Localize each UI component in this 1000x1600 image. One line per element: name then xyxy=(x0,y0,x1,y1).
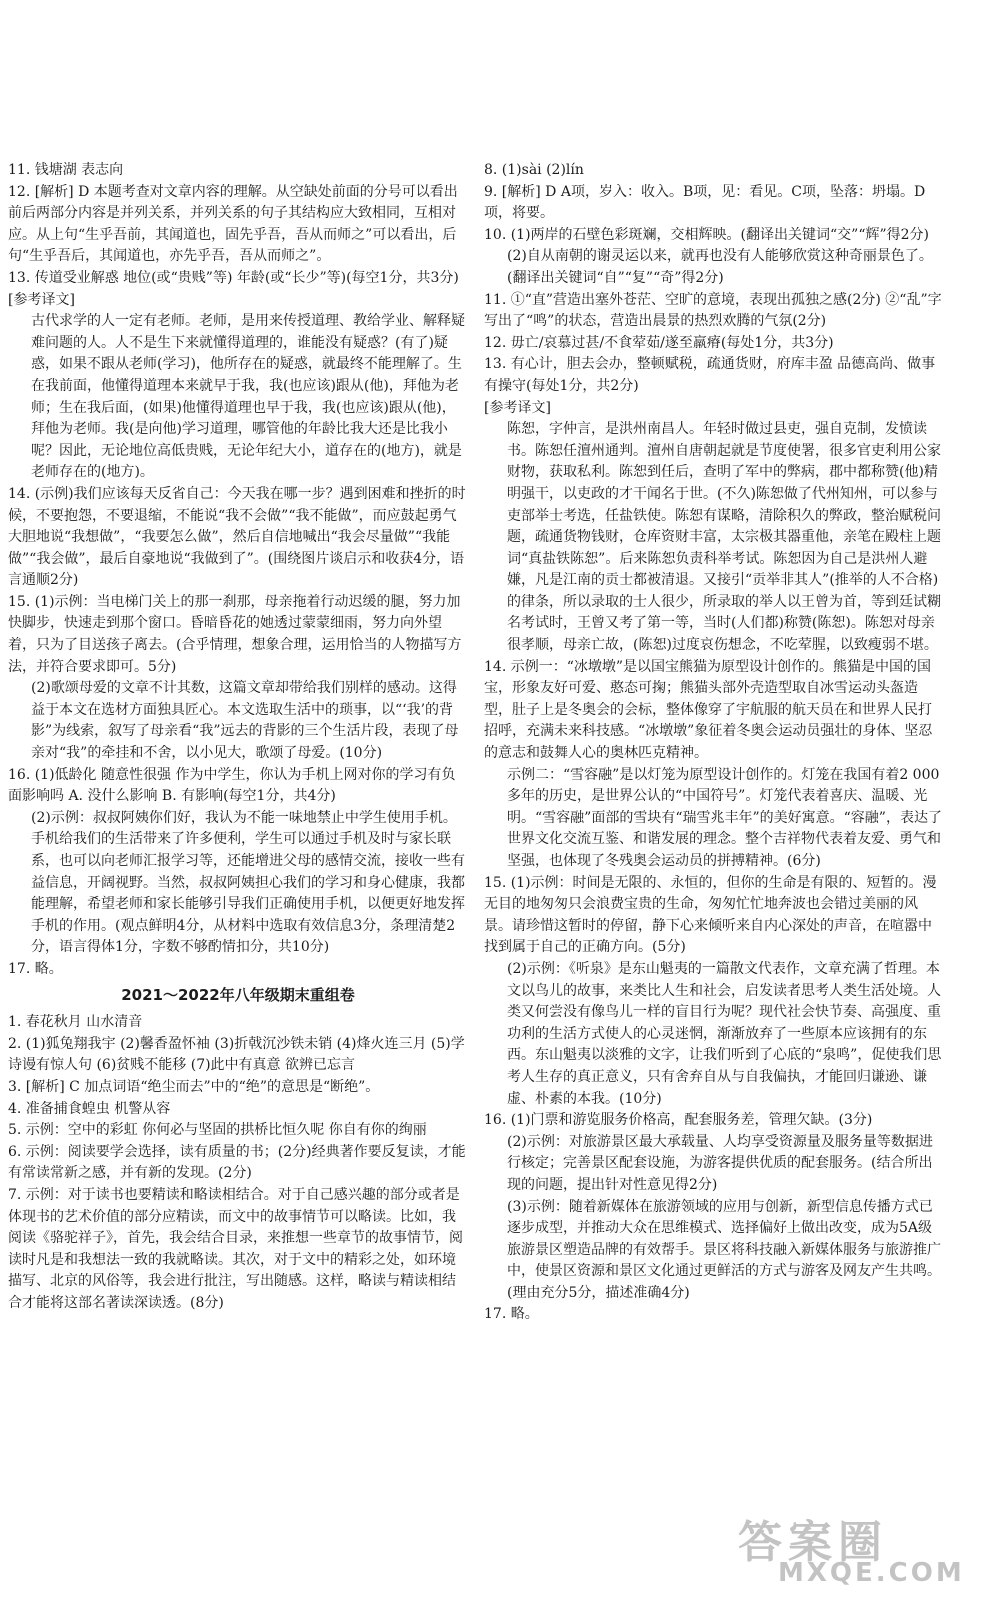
answer-paragraph: 7. 示例：对于读书也要精读和略读相结合。对于自己感兴趣的部分或者是体现书的艺术价值的部分应精读，而文中的故事情节可以略读。比如，我阅读《骆驼祥子》，首先，我会结合目录，来推想一些章节的故事情节，阅读时凡是和我想法一致的我就略读。其次，对于文中的精彩之处，如环境描写、北京的风俗等，我会进行批注，写出随感。这样，略读与精读相结合才能将这部名著读深读透。(8分) xyxy=(8,1186,463,1311)
answer-paragraph: 13. 传道受业解惑 地位(或“贵贱”等) 年龄(或“长少”等)(每空1分，共3分) xyxy=(8,269,459,286)
answer-paragraph: 16. (1)门票和游览服务价格高，配套服务差，管理欠缺。(3分) xyxy=(484,1112,873,1129)
answer-paragraph: 12. 毋亡/哀慕过甚/不食荤茹/遂至羸瘠(每处1分，共3分) xyxy=(484,334,834,351)
watermark-cn: 答案圈 xyxy=(738,1517,888,1568)
answer-paragraph: [参考译文] xyxy=(484,399,551,416)
answer-paragraph: 5. 示例：空中的彩虹 你何必与坚固的拱桥比恒久呢 你自有你的绚丽 xyxy=(8,1122,427,1139)
answer-paragraph: 古代求学的人一定有老师。老师，是用来传授道理、教给学业、解释疑难问题的人。人不是生下来就懂得道理的，谁能没有疑惑？(有了)疑惑，如果不跟从老师(学习)，他所存在的疑惑，就最终不能理解了。生在我前面，他懂得道理本来就早于我，我(也应该)跟从(他)，拜他为老师；生在我后面，(如果)他懂得道理也早于我，我(也应该)跟从(他)，拜他为老师。我(是向他)学习道理，哪管他的年龄比我大还是比我小呢？因此，无论地位高低贵贱，无论年纪大小，道存在的(地方)，就是老师存在的(地方)。 xyxy=(31,313,465,481)
watermark-en: MXQE.COM xyxy=(778,1558,965,1588)
answer-paragraph: 15. (1)示例：当电梯门关上的那一刹那，母亲拖着行动迟缓的腿，努力加快脚步，快速走到那个窗口。昏暗昏花的她透过蒙蒙细雨，努力向外望着，只为了目送孩子离去。(合乎情理，想象合理，运用恰当的人物描写方法，并符合要求即可。5分) xyxy=(8,593,462,675)
answer-paragraph: 3. [解析] C 加点词语“绝尘而去”中的“绝”的意思是“断绝”。 xyxy=(8,1078,380,1095)
answer-paragraph: 12. [解析] D 本题考查对文章内容的理解。从空缺处前面的分号可以看出前后两部分内容是并列关系，并列关系的句子其结构应大致相同，互相对应。从上句“生乎吾前，其闻道也，固先乎吾，吾从而师之”可以看出，后句“生乎吾后，其闻道也，亦先乎吾，吾从而师之”。 xyxy=(8,183,458,265)
answer-paragraph: (2)示例：《听泉》是东山魁夷的一篇散文代表作，文章充满了哲理。本文以鸟儿的故事，来类比人生和社会，启发读者思考人类生活处境。人类又何尝没有像鸟儿一样的盲目行为呢？现代社会快节奏、高强度、重功利的生活方式使人的心灵迷惘，渐渐放弃了一些原本应该拥有的东西。东山魁夷以淡雅的文字，让我们听到了心底的“泉鸣”，促使我们思考人生存的真正意义，只有舍弃自从与自我偏执，才能回归谦逊、谦虚、朴素的本我。(10分) xyxy=(507,960,942,1107)
answer-paragraph: 1. 春花秋月 山水清音 xyxy=(8,1014,143,1031)
answer-paragraph: (2)歌颂母爱的文章不计其数，这篇文章却带给我们别样的感动。这得益于本文在选材方面独具匠心。本文选取生活中的琐事，以“‘我’的背影”为线索，叙写了母亲看“我”远去的背影的三个生活片段，表现了母亲对“我”的牵挂和不舍，以小见大，歌颂了母爱。(10分) xyxy=(31,680,459,762)
answer-paragraph: (2)示例：叔叔阿姨你们好，我认为不能一味地禁止中学生使用手机。手机给我们的生活带来了许多便利，学生可以通过手机及时与家长联系，也可以向老师汇报学习等，还能增进父母的感情交流，接收一些有益信息，开阔视野。当然，叔叔阿姨担心我们的学习和身心健康，我都能理解，希望老师和家长能够引导我们正确使用手机，以便更好地发挥手机的作用。(观点鲜明4分，从材料中选取有效信息3分，条理清楚2分，语言得体1分，字数不够酌情扣分，共10分) xyxy=(31,809,465,956)
answer-paragraph: 14. (示例)我们应该每天反省自己：今天我在哪一步？遇到困难和挫折的时候，不要抱怨，不要退缩，不能说“我不会做”“我不能做”，而应鼓起勇气大胆地说“我想做”，“我要怎么做”，然后自信地喊出“我会尽量做”“我能做”“我会做”，最后自豪地说“我做到了”。(围绕图片谈启示和收获4分，语言通顺2分) xyxy=(8,485,466,589)
answer-paragraph: 10. (1)两岸的石壁色彩斑斓，交相辉映。(翻译出关键词“交”“辉”得2分) xyxy=(484,226,930,243)
answer-paragraph: 11. 钱塘湖 表志向 xyxy=(8,162,124,178)
answer-paragraph: 17. 略。 xyxy=(484,1306,539,1323)
answer-paragraph: 9. [解析] D A项，岁入：收入。B项，见：看见。C项，坠落：坍塌。D项，将要。 xyxy=(484,183,926,222)
section-heading: 2021～2022年八年级期末重组卷 xyxy=(121,985,355,1004)
answer-paragraph: 示例二：“雪容融”是以灯笼为原型设计创作的。灯笼在我国有着2 000多年的历史，是世界公认的“中国符号”。灯笼代表着喜庆、温暖、光明。“雪容融”面部的雪块有“瑞雪兆丰年”的美好寓意。“容融”，表达了世界文化交流互鉴、和谐发展的理念。整个吉祥物代表着友爱、勇气和坚强，也体现了冬残奥会运动员的拼搏精神。(6分) xyxy=(507,766,942,869)
answer-paragraph: (2)自从南朝的谢灵运以来，就再也没有人能够欣赏这种奇丽景色了。(翻译出关键词“自”“复”“奇”得2分) xyxy=(507,248,933,286)
answer-paragraph: 陈恕，字仲言，是洪州南昌人。年轻时做过县吏，强自克制，发愤读书。陈恕任澶州通判。澶州自唐朝起就是节度使署，很多官吏利用公家财物，获取私利。陈恕到任后，查明了军中的弊病，郡中都称赞(他)精明强干，以吏政的才干闻名于世。(不久)陈恕做了代州知州，可以参与吏部举士考选，任盐铁使。陈恕有谋略，清除积久的弊政，整治赋税问题，疏通货物钱财，仓库资财丰富，太宗极其器重他，亲笔在殿柱上题词“真盐铁陈恕”。后来陈恕负责科举考试。陈恕因为自己是洪州人避嫌，凡是江南的贡士都被清退。又接引“贡举非其人”(推举的人不合格)的律条，所以录取的士人很少，所录取的举人以王曾为首，等到廷试糊名考试时，王曾又考了第一等，当时(人们都)称赞(陈恕)。陈恕对母亲很孝顺，母亲亡故，(陈恕)过度哀伤想念，不吃荤腥，以致瘦弱不堪。 xyxy=(507,421,941,654)
answer-paragraph: [参考译文] xyxy=(8,291,75,308)
answer-paragraph: 8. (1)sài (2)lín xyxy=(484,162,584,178)
left-column xyxy=(8,160,468,1314)
answer-paragraph: 14. 示例一：“冰墩墩”是以国宝熊猫为原型设计创作的。熊猫是中国的国宝，形象友好可爱、憨态可掬；熊猫头部外壳造型取自冰雪运动头盔造型，肚子上是冬奥会的会标，整体像穿了宇航服的航天员在和世界人民打招呼，充满未来科技感。“冰墩墩”象征着冬奥会运动员强壮的身体、坚忍的意志和鼓舞人心的奥林匹克精神。 xyxy=(484,658,933,762)
right-column xyxy=(484,160,944,1326)
answer-paragraph: 4. 准备捕食蝗虫 机警从容 xyxy=(8,1100,171,1117)
answer-paragraph: 2. (1)狐兔翔我宇 (2)馨香盈怀袖 (3)折戟沉沙铁未销 (4)烽火连三月 (5)学诗谩有惊人句 (6)贫贱不能移 (7)此中有真意 欲辨已忘言 xyxy=(8,1035,465,1074)
answer-paragraph: 15. (1)示例：时间是无限的、永恒的，但你的生命是有限的、短暂的。漫无目的地匆匆只会浪费宝贵的生命，匆匆忙忙地奔波也会错过美丽的风景。请珍惜这暂时的停留，静下心来倾听来自内心深处的声音，在喧嚣中找到属于自己的正确方向。(5分) xyxy=(484,874,937,956)
answer-paragraph: 11. ①“直”营造出塞外苍茫、空旷的意境，表现出孤独之感(2分) ②“乱”字写出了“鸣”的状态，营造出晨景的热烈欢腾的气氛(2分) xyxy=(484,291,942,330)
answer-paragraph: 16. (1)低龄化 随意性很强 作为中学生，你认为手机上网对你的学习有负面影响吗 A. 没什么影响 B. 有影响(每空1分，共4分) xyxy=(8,766,456,805)
answer-paragraph: 13. 有心计，胆去会办，整顿赋税，疏通货财，府库丰盈 品德高尚、做事有操守(每处1分，共2分) xyxy=(484,356,936,394)
answer-paragraph: (3)示例：随着新媒体在旅游领域的应用与创新，新型信息传播方式已逐步成型，并推动大众在思维模式、选择偏好上做出改变，成为5A级旅游景区塑造品牌的有效帮手。景区将科技融入新媒体服务与旅游推广中，使景区资源和景区文化通过更鲜活的方式与游客及网友产生共鸣。(理由充分5分，描述准确4分) xyxy=(507,1198,941,1301)
answer-paragraph: 6. 示例：阅读要学会选择，读有质量的书；(2分)经典著作要反复读，才能有常读常新之感，并有新的发现。(2分) xyxy=(8,1143,466,1182)
answer-paragraph: (2)示例：对旅游景区最大承载量、人均享受资源量及服务量等数据进行核定；完善景区配套设施，为游客提供优质的配套服务。(结合所出现的问题，提出针对性意见得2分) xyxy=(507,1133,933,1193)
answer-paragraph: 17. 略。 xyxy=(8,960,63,977)
watermark-logo xyxy=(738,1506,988,1586)
